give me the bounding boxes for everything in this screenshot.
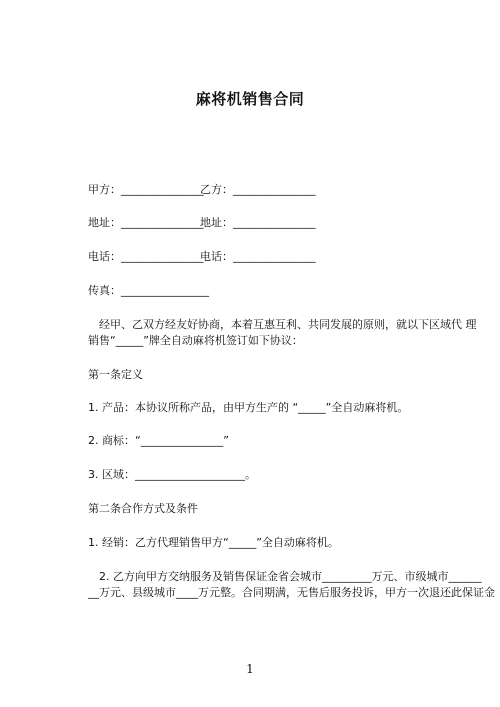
address-a-field: 地址：_______________ [88, 216, 204, 229]
intro-line-1: 经甲、乙双方经友好协商，本着互惠互利、共同发展的原则，就以下区域代 理 [88, 318, 477, 331]
fax-field: 传真：________________ [88, 284, 209, 297]
party-b-field: 乙方：_______________ [200, 183, 316, 196]
page-title: 麻将机销售合同 [195, 90, 305, 108]
article-2-item-2-line-2: __万元、县级城市____万元整。合同期满，无售后服务投诉，甲方一次退还此保证金 [88, 586, 495, 599]
intro-line-2: 销售“_____”牌全自动麻将机签订如下协议： [88, 334, 303, 347]
address-b-field: 地址：_______________ [200, 216, 316, 229]
article-1-heading: 第一条定义 [88, 368, 143, 381]
phone-b-field: 电话：_______________ [200, 250, 316, 263]
party-a-field: 甲方：_______________ [88, 183, 204, 196]
phone-a-field: 电话：_______________ [88, 250, 204, 263]
article-1-item-1: 1. 产品：本协议所称产品，由甲方生产的 “_____”全自动麻将机。 [88, 401, 409, 414]
article-2-heading: 第二条合作方式及条件 [88, 502, 198, 515]
article-2-item-1: 1. 经销：乙方代理销售甲方“_____”全自动麻将机。 [88, 536, 339, 549]
article-2-item-2-line-1: 2. 乙方向甲方交纳服务及销售保证金省会城市_________万元、市级城市______ [88, 570, 482, 583]
article-1-item-3: 3. 区域：____________________。 [88, 468, 256, 481]
article-1-item-2: 2. 商标：“_______________” [88, 434, 229, 447]
page-number: 1 [246, 662, 254, 676]
